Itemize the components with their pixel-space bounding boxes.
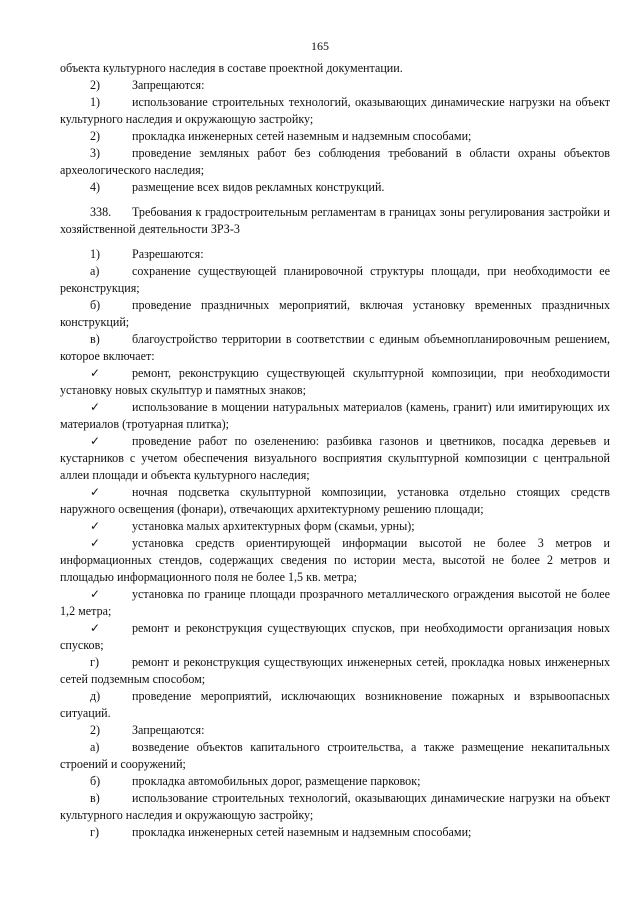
list-marker: а) [90, 264, 100, 278]
paragraph-text: ремонт и реконструкция существующих спусков, при необходимости организация новых спусков; [60, 621, 610, 652]
paragraph [60, 790, 610, 824]
document-body [60, 60, 610, 841]
paragraph-text: ремонт, реконструкцию существующей скульптурной композиции, при необходимости установку новых скульптур и памятных знаков; [60, 366, 610, 397]
checkmark-icon: ✓ [90, 519, 101, 533]
list-marker: б) [90, 298, 101, 312]
paragraph-text: возведение объектов капитального строительства, а также размещение некапитальных строений и сооружений; [60, 740, 610, 771]
paragraph-gap [60, 238, 610, 246]
paragraph [60, 722, 610, 739]
paragraph-text: прокладка инженерных сетей наземным и надземным способами; [132, 825, 472, 839]
paragraph-text: Требования к градостроительным регламентам в границах зоны регулирования застройки и хозяйственной деятельности ЗРЗ-3 [60, 205, 610, 236]
list-marker: 338. [90, 205, 112, 219]
paragraph [60, 824, 610, 841]
paragraph [60, 204, 610, 238]
paragraph-text: использование строительных технологий, оказывающих динамические нагрузки на объект культурного наследия и окружающую застройку; [60, 791, 610, 822]
list-marker: 4) [90, 180, 101, 194]
list-marker: 1) [90, 95, 101, 109]
paragraph [60, 365, 610, 399]
paragraph-text: сохранение существующей планировочной структуры площади, при необходимости ее реконструкция; [60, 264, 610, 295]
paragraph [60, 179, 610, 196]
paragraph [60, 773, 610, 790]
paragraph-text: прокладка инженерных сетей наземным и надземным способами; [132, 129, 472, 143]
paragraph [60, 518, 610, 535]
paragraph [60, 331, 610, 365]
checkmark-icon: ✓ [90, 400, 101, 414]
paragraph [60, 484, 610, 518]
paragraph-text: Разрешаются: [132, 247, 204, 261]
paragraph-text: прокладка автомобильных дорог, размещение парковок; [132, 774, 421, 788]
paragraph-text: использование строительных технологий, оказывающих динамические нагрузки на объект культурного наследия и окружающую застройку; [60, 95, 610, 126]
paragraph-text: ремонт и реконструкция существующих инженерных сетей, прокладка новых инженерных сетей подземным способом; [60, 655, 610, 686]
paragraph-text: объекта культурного наследия в составе проектной документации. [60, 61, 403, 75]
checkmark-icon: ✓ [90, 587, 101, 601]
paragraph-text: установка по границе площади прозрачного металлического ограждения высотой не более 1,2 метра; [60, 587, 610, 618]
list-marker: 2) [90, 78, 101, 92]
list-marker: д) [90, 689, 101, 703]
list-marker: 1) [90, 247, 101, 261]
list-marker: г) [90, 655, 99, 669]
list-marker: 2) [90, 129, 101, 143]
paragraph [60, 399, 610, 433]
paragraph-text: размещение всех видов рекламных конструкций. [132, 180, 385, 194]
list-marker: в) [90, 332, 100, 346]
paragraph [60, 297, 610, 331]
paragraph [60, 620, 610, 654]
paragraph-text: проведение мероприятий, исключающих возникновение пожарных и взрывоопасных ситуаций. [60, 689, 610, 720]
paragraph-text: проведение земляных работ без соблюдения требований в области охраны объектов археологического наследия; [60, 146, 610, 177]
paragraph-text: ночная подсветка скульптурной композиции, установка отдельно стоящих средств наружного освещения (фонари), отвечающих архитектурному решению площади; [60, 485, 610, 516]
paragraph [60, 433, 610, 484]
paragraph-text: установка средств ориентирующей информации высотой не более 3 метров и информационных стендов, содержащих сведения по истории места, высотой не более 2 метров и площадью информационного поля не более 1,5 кв. метра; [60, 536, 610, 584]
paragraph-text: благоустройство территории в соответствии с единым объемнопланировочным решением, которое включает: [60, 332, 610, 363]
list-marker: в) [90, 791, 100, 805]
paragraph [60, 654, 610, 688]
paragraph [60, 60, 610, 77]
paragraph [60, 688, 610, 722]
paragraph [60, 535, 610, 586]
checkmark-icon: ✓ [90, 621, 101, 635]
paragraph-text: Запрещаются: [132, 723, 205, 737]
list-marker: 3) [90, 146, 101, 160]
page-number: 165 [311, 39, 329, 53]
paragraph [60, 739, 610, 773]
paragraph [60, 263, 610, 297]
paragraph-text: проведение праздничных мероприятий, включая установку временных праздничных конструкций; [60, 298, 610, 329]
list-marker: 2) [90, 723, 101, 737]
paragraph-text: Запрещаются: [132, 78, 205, 92]
checkmark-icon: ✓ [90, 434, 101, 448]
paragraph [60, 145, 610, 179]
list-marker: г) [90, 825, 99, 839]
paragraph-text: установка малых архитектурных форм (скамьи, урны); [132, 519, 415, 533]
list-marker: б) [90, 774, 101, 788]
paragraph-text: проведение работ по озеленению: разбивка газонов и цветников, посадка деревьев и кустарников с учетом обеспечения визуального восприятия скульптурной композиции с центральной аллеи площади и объекта культурного наследия; [60, 434, 610, 482]
paragraph [60, 128, 610, 145]
paragraph [60, 586, 610, 620]
checkmark-icon: ✓ [90, 485, 101, 499]
paragraph [60, 77, 610, 94]
checkmark-icon: ✓ [90, 536, 101, 550]
paragraph [60, 246, 610, 263]
paragraph [60, 94, 610, 128]
list-marker: а) [90, 740, 100, 754]
paragraph-gap [60, 196, 610, 204]
checkmark-icon: ✓ [90, 366, 101, 380]
paragraph-text: использование в мощении натуральных материалов (камень, гранит) или имитирующих их материалов (тротуарная плитка); [60, 400, 610, 431]
